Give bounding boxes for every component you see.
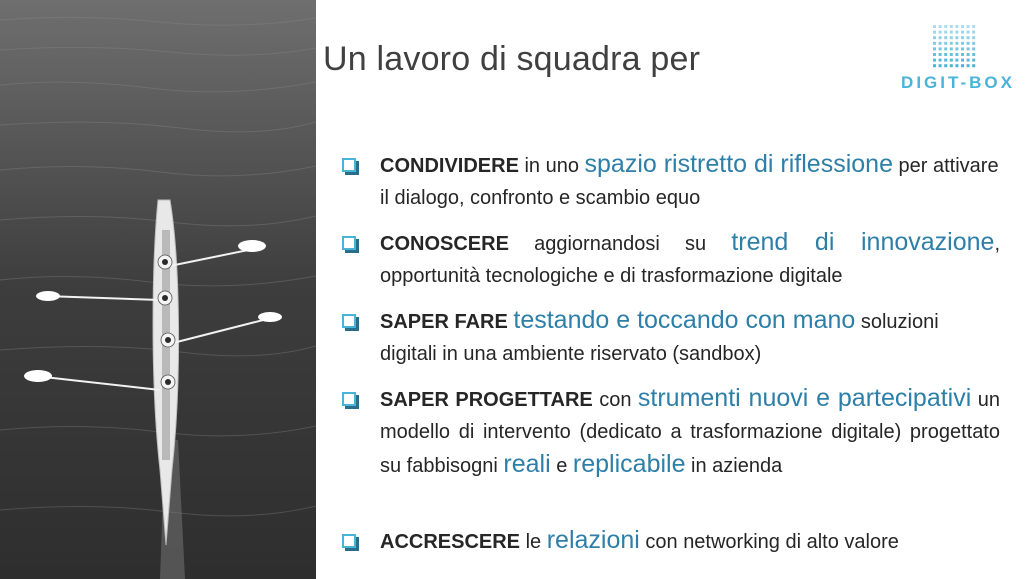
bullet-highlight: replicabile: [572, 450, 686, 478]
bullet-highlight: relazioni: [546, 526, 640, 554]
bullet-text: soluzioni digitali in una ambiente riservato (sandbox): [380, 311, 939, 365]
bullet-text: un modello di intervento (dedicato a trasformazione digitale) progettato su fabbisogni: [380, 389, 1000, 477]
bullet-keyword: SAPER FARE: [380, 311, 508, 333]
bullet-highlight: spazio ristretto di riflessione: [584, 150, 893, 178]
list-item: [340, 226, 1000, 304]
checkbox-bullet-icon: [340, 390, 356, 406]
checkbox-bullet-icon: [340, 234, 356, 250]
checkbox-bullet-icon: [340, 312, 356, 328]
bullet-highlight: testando e toccando con mano: [513, 306, 856, 334]
list-item: [340, 148, 1000, 226]
list-item: [340, 524, 1000, 564]
bullet-highlight: strumenti nuovi e partecipativi: [637, 384, 972, 412]
bullet-list: [340, 148, 1000, 564]
bullet-text: con networking di alto valore: [639, 531, 899, 553]
list-item: [340, 304, 1000, 382]
bullet-text: con: [592, 389, 638, 411]
checkbox-bullet-icon: [340, 156, 356, 172]
bullet-keyword: ACCRESCERE: [380, 531, 521, 553]
bullet-text: aggiornandosi su: [508, 233, 732, 255]
bullet-text: e: [550, 455, 573, 477]
bullet-highlight: trend di innovazione: [731, 228, 995, 256]
list-item: [340, 382, 1000, 524]
bullet-text: , opportunità tecnologiche e di trasformazione digitale: [380, 233, 1000, 287]
bullet-highlight: reali: [503, 450, 551, 478]
checkbox-bullet-icon: [340, 532, 356, 548]
bullet-keyword: CONDIVIDERE: [380, 155, 519, 177]
bullet-text: in azienda: [685, 455, 783, 477]
digit-box-logo: [893, 23, 1023, 95]
slide-title: Un lavoro di squadra per: [323, 40, 701, 78]
bullet-text: le: [520, 531, 547, 553]
bullet-text: per attivare il dialogo, confronto e scambio equo: [380, 155, 999, 209]
logo-text: DIGIT-BOX: [901, 73, 1015, 92]
bullet-keyword: SAPER PROGETTARE: [380, 389, 593, 411]
rowing-photo: [0, 0, 316, 579]
bullet-keyword: CONOSCERE: [380, 233, 509, 255]
bullet-text: in uno: [518, 155, 585, 177]
dot-grid-logo-icon: [931, 23, 979, 71]
